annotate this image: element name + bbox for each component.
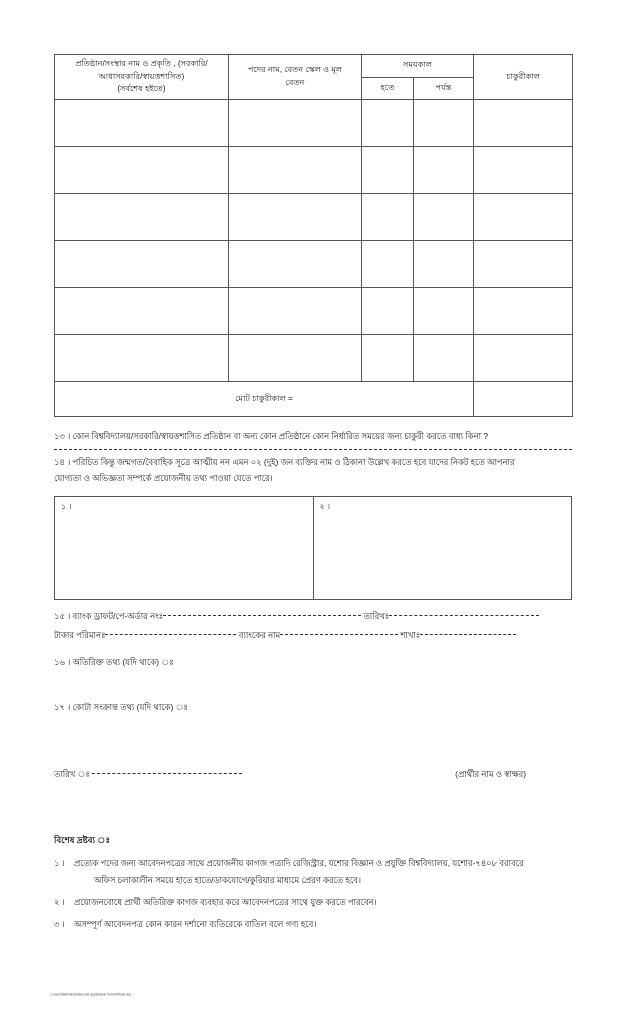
bank-name-label: ব্যাংকের নাম	[238, 630, 281, 641]
draft-date-input[interactable]	[389, 615, 539, 616]
applicant-signature-label: (প্রার্থীর নাম ও স্বাক্ষর)	[455, 768, 526, 779]
special-notes-section	[54, 834, 572, 934]
note-2-line1: প্রয়োজনবোধে প্রার্থী অতিরিক্ত কাগজ ব্যবহার করে আবেদনপত্রের সাথে যুক্ত করতে পারবেন।	[74, 897, 377, 907]
question-13-number: ১৩ ।	[54, 431, 71, 442]
referees-table	[54, 496, 572, 600]
bank-name-input[interactable]	[280, 634, 398, 635]
cell-length[interactable]	[474, 288, 573, 335]
referee-2-label: ২ ।	[319, 502, 331, 512]
referees-row	[55, 497, 572, 600]
cell-to[interactable]	[414, 241, 474, 288]
signature-date-label: তারিখ ঃ	[54, 768, 90, 779]
question-16-number: ১৬ ।	[54, 656, 71, 667]
service-table-head	[55, 55, 573, 100]
question-14	[54, 454, 572, 488]
header-service-length: চাকুরীকাল	[474, 55, 573, 100]
list-item	[54, 855, 572, 890]
form-content	[54, 54, 572, 935]
question-14-text-block	[54, 454, 572, 488]
amount-input[interactable]	[105, 634, 236, 635]
header-organization-line1: প্রতিষ্ঠান/সংস্থার নাম ও প্রকৃতি , (সরকারি/	[75, 59, 208, 68]
cell-from[interactable]	[362, 147, 414, 194]
cell-post[interactable]	[229, 147, 362, 194]
header-post	[229, 55, 362, 100]
table-row[interactable]	[55, 335, 573, 382]
spacer-after-q16	[54, 670, 572, 699]
table-row[interactable]	[55, 288, 573, 335]
cell-post[interactable]	[229, 288, 362, 335]
cell-organization[interactable]	[55, 241, 229, 288]
question-13-line	[54, 428, 572, 444]
table-row[interactable]	[55, 241, 573, 288]
note-2-text	[74, 894, 572, 912]
note-2-number: ২ ।	[54, 897, 65, 907]
note-1-line1: প্রত্যেক পদের জন্য আবেদনপত্রের সাথে প্রয়োজনীয় কাগজ পত্রাদি রেজিস্ট্রার, যশোর বিজ্ঞান ও প্রযুক্তি বিশ্ববিদ্যালয়, যশোর-৭৪০৮ বরাবরে	[74, 857, 524, 868]
bank-draft-label: ব্যাংক ড্রাফট/পে-অর্ডার নংঃ	[72, 611, 164, 622]
question-16-text: অতিরিক্ত তথ্য (যদি থাকে) ঃ	[72, 656, 174, 667]
list-item	[54, 894, 572, 912]
question-17-line	[54, 699, 572, 715]
cell-post[interactable]	[229, 100, 362, 147]
question-15-line-1	[54, 607, 572, 626]
referee-1-cell[interactable]	[55, 497, 314, 600]
note-1-number: ১ ।	[54, 857, 65, 868]
cell-post[interactable]	[229, 335, 362, 382]
header-period-group: সময়কাল	[362, 55, 474, 78]
question-14-line2: যোগ্যতা ও অভিজ্ঞতা সম্পর্কে প্রয়োজনীয় তথ্য পাওয়া যেতে পারে।	[54, 473, 273, 484]
table-row[interactable]	[55, 147, 573, 194]
note-1-line2: অফিস চলাকালীন সময়ে হাতে হাতে/ডাকযোগে/কুরিয়ার মাধ্যমে প্রেরণ করতে হবে।	[94, 875, 361, 886]
signature-date-group	[54, 768, 242, 782]
question-15	[54, 607, 572, 645]
question-15-line-2	[54, 626, 572, 645]
cell-to[interactable]	[414, 100, 474, 147]
header-post-line2: বেতন	[285, 78, 305, 88]
cell-length[interactable]	[474, 147, 573, 194]
cell-post[interactable]	[229, 241, 362, 288]
footer-file-path: c:\users\administration\Job application form\Official.doc	[50, 992, 132, 997]
cell-from[interactable]	[362, 194, 414, 241]
question-13	[54, 428, 572, 449]
header-period-to: পর্যন্ত	[414, 77, 474, 100]
draft-date-label: তারিখঃ	[363, 611, 390, 622]
referee-2-cell[interactable]	[313, 497, 572, 600]
signature-date-input[interactable]	[92, 773, 242, 774]
branch-label: শাখাঃ	[400, 630, 421, 641]
cell-organization[interactable]	[55, 335, 229, 382]
referee-1-label: ১ ।	[61, 502, 72, 512]
service-record-table	[54, 54, 573, 417]
branch-input[interactable]	[420, 634, 516, 635]
cell-organization[interactable]	[55, 194, 229, 241]
cell-length[interactable]	[474, 241, 573, 288]
total-service-label: মোট চাকুরীকাল =	[55, 382, 474, 417]
table-row[interactable]	[55, 100, 573, 147]
cell-to[interactable]	[414, 288, 474, 335]
header-organization-line3: (সর্বশেষ হইতে)	[117, 84, 166, 94]
cell-to[interactable]	[414, 194, 474, 241]
bank-draft-input[interactable]	[163, 615, 361, 616]
total-service-value[interactable]	[474, 382, 573, 417]
question-17-text: কোটা সংক্রান্ত তথ্য (যদি থাকে) ঃ	[72, 702, 188, 713]
special-notes-title: বিশেষ দ্রষ্টব্য ঃ	[54, 834, 111, 845]
question-16	[54, 654, 572, 670]
question-17-number: ১৭ ।	[54, 702, 71, 713]
cell-from[interactable]	[362, 288, 414, 335]
question-15-number: ১৫ ।	[54, 611, 71, 622]
question-13-text: কোন বিশ্ববিদ্যালয়/সরকারি/স্বায়ত্তশাসিত প্রতিষ্ঠান বা অন্য কোন প্রতিষ্ঠানে কোন নির্ধারিত সময়ের জন্য চাকুরী করতে বাধ্য কিনা ?	[72, 431, 488, 442]
cell-length[interactable]	[474, 100, 573, 147]
header-post-line1: পদের নাম, বেতন স্কেল ও মূল	[247, 65, 342, 75]
amount-label: টাকার পরিমানঃ	[54, 630, 106, 641]
spacer-before-signature	[54, 716, 572, 760]
note-3-number: ৩ ।	[54, 918, 65, 929]
cell-from[interactable]	[362, 100, 414, 147]
question-16-line	[54, 654, 572, 670]
service-table-total-row	[55, 382, 573, 417]
cell-to[interactable]	[414, 147, 474, 194]
table-row[interactable]	[55, 194, 573, 241]
cell-organization[interactable]	[55, 147, 229, 194]
list-item	[54, 916, 572, 934]
question-14-line1: পরিচিত কিন্তু জন্মগত/বৈবাহিক সূত্রে আত্মীয় নন এমন ০২ (দুই) জন ব্যক্তির নাম ও ঠিকানা উল্লেখ করতে হবে যাদের নিকট হতে আপনার	[72, 456, 515, 467]
cell-organization[interactable]	[55, 100, 229, 147]
cell-post[interactable]	[229, 194, 362, 241]
cell-length[interactable]	[474, 194, 573, 241]
question-14-number: ১৪ ।	[54, 456, 71, 467]
note-1-text	[74, 855, 572, 890]
signature-row	[54, 768, 572, 782]
question-17	[54, 699, 572, 715]
service-table-header-row	[55, 55, 573, 78]
cell-from[interactable]	[362, 241, 414, 288]
note-3-line1: অসম্পূর্ণ আবেদনপত্র কোন কারন দর্শানো ব্যতিরেকে বাতিল বলে গণ্য হবে।	[74, 918, 317, 929]
cell-organization[interactable]	[55, 288, 229, 335]
header-period-from: হতে	[362, 77, 414, 100]
service-table-body	[55, 100, 573, 417]
cell-length[interactable]	[474, 335, 573, 382]
cell-from[interactable]	[362, 335, 414, 382]
header-organization-line2: আধাসরকারি/স্বায়ত্তশাসিত)	[98, 71, 185, 81]
note-3-text	[74, 916, 572, 934]
cell-to[interactable]	[414, 335, 474, 382]
question-13-answer-line[interactable]	[54, 449, 572, 450]
header-organization	[55, 55, 229, 100]
